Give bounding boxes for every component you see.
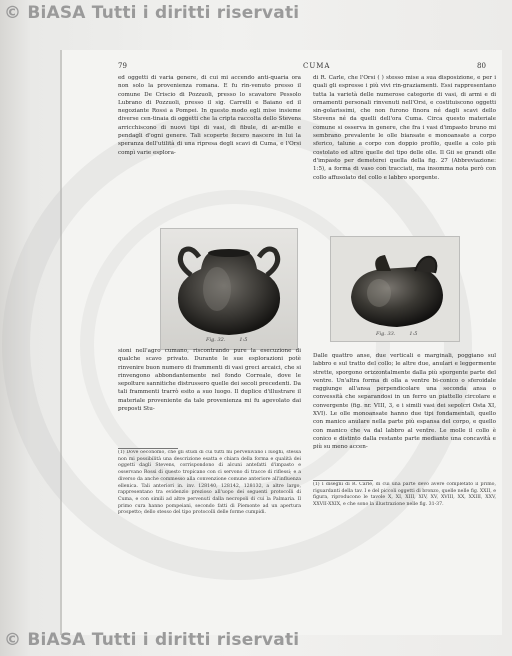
figure-33-photo: [330, 236, 460, 342]
caption-label: Fig. 33.: [376, 331, 396, 337]
watermark-top: © BiASA Tutti i diritti riservati: [4, 3, 300, 23]
caption-scale: 1:5: [239, 337, 248, 343]
footnote-left: (1) Dove oeconomo, che gli studi di cui tutti mi pervenivano i luoghi, stessa non mi possibilità una descrizione esatta e chiara della forma e qualità dei oggetti dagli Stevens, corrispondono di alcuni antefatti d'impasto e osservano Rossi di questo tropicano con ci servono di tracce di riflessi; e a diverso da anche commesso alla convenzione comune anteriore all'influenza ellenica. Tali anteriori in. inv. 128140, 128142, 128132, a altre largo, rappresentano tra evidenzio prezioso all'uopo dei seguenti protocolli di Cuma, e con simili ad altre pervenuti dalla necropoli di cui la Palmaria. Il primo cura hanno pompeiani, secondo fatti di Piemonte ad un apertura prospetto; dello stesso del tipo protocolli delle forme cumpidi.: [118, 450, 301, 516]
figure-32-caption: [206, 337, 247, 343]
page-number-right: 80: [477, 62, 486, 70]
watermark-bottom: © BiASA Tutti i diritti riservati: [4, 630, 300, 650]
jug-photo: [331, 237, 459, 341]
paragraph: ed oggetti di varia genere, di cui mi accendo anti-quaria ora non solo la provenienza romana. E fu rin-venuto presso il comune De Criscio di Pozzuoli, presso lo scavatore Pessolo Lubrano di Pozzuoli, presso il sig. Carrelli e Baiano ed il negoziante Rossi a Pompei. In questo modo egli mise insieme diverse cen-tinaia di oggetti che la cripta raccolta dello Stevens arricchiscono di nuovi tipi di vasi, di fibule, di ar-mille e pendagli d'ogni genere. Tali scoperte fecero nascere in lui la speranza dell'utilità di una ripresa degli scavi di Cuma, e l'Orsi compì varie esplora-: [118, 75, 301, 156]
caption-label: Fig. 32.: [206, 337, 226, 343]
text-column-2: [313, 74, 496, 236]
text-column-4: [313, 352, 496, 476]
caption-scale: 1:5: [409, 331, 418, 337]
footnote-rule: [313, 480, 373, 481]
figure-32-photo: [160, 228, 298, 350]
running-title: CUMA: [303, 62, 331, 70]
footnote-right: (1) I disegni di R. Carle, di cui una parte devo avere completato il primo, riguardanti della tav. I e del piccoli oggetti di bronzo, quelle nelle fig. XXII, e figura, riproducono le tavole X, XI, XIII, XIV, XV, XVIII, XX, XXIII, XXV, XXVII-XXIX, e che sono la illustrazione nelle fig. 31-37.: [313, 482, 496, 508]
figure-33-caption: [376, 331, 417, 337]
text-column-3: [118, 347, 301, 445]
text-column-1: [118, 74, 301, 240]
paragraph: Dalle quattro anse, due verticali e marginali, poggiano sul labbro e sul tratto del collo; le altre due, anulari e leggermente strette, sporgono orizzontalmente dalla più sporgente parte del ventre. Un'altra forma di olla a ventre bi-conico o sferoidale raggiunge all'ansa perpendicolare una seconda ansa o convessità che separandosi in un ferro un piattello circolare e convergente (fig. nr. VIII, 3, e i simili vasi dei sepolcri Osta XI, XVI). Le olle monoansate hanno due tipi fondamentali, quello con manico anulare nella parte più espansa del corpo, e quello con manico che va dal labbro al ventre. Le molle il collo è conico e distinto dalla restante parte mediante una concavità e più su meno accen-: [313, 353, 496, 451]
footnote-rule: [118, 448, 178, 449]
paragraph: sioni nell'agro cumano, riscontrando pure la esecuzione di qualche scavo privato. Durante le sue esplorazioni potè rinvenire buon numero di frammenti di vasi greci arcaici, che si rinvengono abbondantemente nel fondo Correale, dove le sepolture sannitiche distrussero quelle dei secoli precedenti. Da tali frammenti trarrò esito a suo luogo. Il duplice d'illustrare il materiale proveniente da tale provenienza mi fu agevolato dai preposti Stu-: [118, 348, 301, 413]
paragraph: di R. Carle, che l'Orsi ( ) stesso mise a sua disposizione, e per i quali gli espresse i più vivi rin-graziamenti. Essi rappresentano tutta la varietà delle numerose categorie di vasi, di armi e di ornamenti personali rinvenuti nell'Orsi, e costituiscono oggetti sin-golarissimi, che non furono finora né dagli scavi dello Stevens né da quelli dell'ora Cuma. Circa questo materiale comune si osserva in genere, che fra i vasi d'impasto bruno mi sembrano prevalente le olle biansate e monoansate a corpo sferico, talune a corpo con doppio profilo, quelle a colo più costolato ed altre quelle del tipo delle olle. Il Gii se grandi olle d'impasto per demeterei quella della fig. 27 (Abbreviazione: 1:5), a forma di vaso con tracciati, ma insomma nota però con collo affusolato del collo e labbro sporgente.: [313, 75, 496, 181]
page-number-left: 79: [118, 62, 127, 70]
amphora-photo: [161, 229, 297, 349]
